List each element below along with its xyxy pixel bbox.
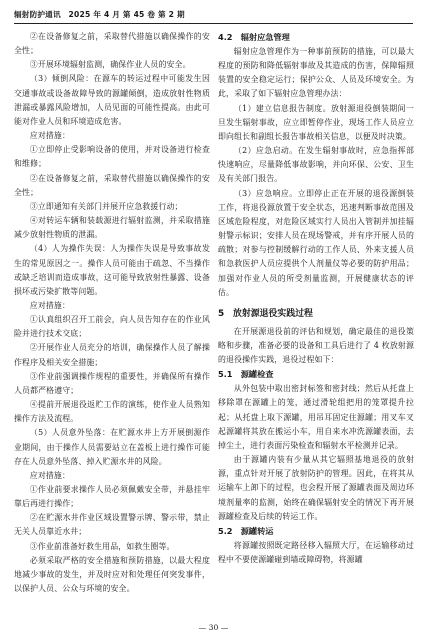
paragraph: ②开展作业人员充分的培训，确保操作人员了解操作程序及相关安全措施； — [14, 343, 210, 367]
paragraph: ③开展环境辐射监测，确保作业人员的安全。 — [29, 60, 191, 70]
paragraph: 从外包装中取出密封标签和密封线；然后从托盘上移除罩在源罐上的笼，通过滑轮组把用的笼罩提升拉起；从托盘上取下源罐，用吊耳固定住源罐；用叉车叉起源罐将其放在搬运小车，用自来水冲洗源罐表面，去掉尘土，进行表面污染检查和辐射水平检测并记录。 — [218, 384, 414, 450]
paragraph: 辐射应急管理作为一种事前预防的措施，可以最大程度的预防和降低辐射事故及其造成的伤害，保障辐照装置的安全稳定运行；保护公众、人员及环境安全。为此，采取了如下辐射应急管理办法： — [218, 47, 414, 99]
paragraph: 由于源罐内装有少量从其它辐照基地退役的放射源，重点针对开展了放射防护的管理。因此，在将其从运输车上卸下的过程，也会程开展了源罐表面及周边环境剂量率的监测，始终在确保辐射安全的情况下再开展源罐检查及后续的转运工作。 — [218, 455, 414, 521]
paragraph: ④对转运车辆和装载源进行辐射监测，并采取措施减少放射性物质的泄漏。 — [14, 216, 210, 240]
paragraph: 将源罐按照既定路径移入辐照大厅，在运输移动过程中不要使源罐碰到墙或障碍物，将源罐 — [218, 540, 414, 564]
paragraph: ③作业前强调操作规程的重要性，并确保所有操作人员都严格遵守； — [14, 371, 210, 395]
paragraph: 应对措施： — [29, 131, 71, 141]
paragraph: 应对措施： — [29, 300, 71, 310]
paragraph: （3）应急响应。立即停止正在开展的退役源倒装工作，将退役源放置于安全状态，迅速判断事故范围及区域危险程度，对危险区域实行人员出入管制并加挂辐射警示标识；安排人员在现场警戒，并有序开展人员的疏散；对参与控制缓解行动的工作人员、外来支援人员和急救医护人员应提供个人剂量仪等必要的防护用品；加强对作业人员的所受剂量监测，开展健康状态的评估。 — [218, 188, 414, 297]
paragraph: （2）应急启动。在发生辐射事故时，应急指挥部快速响应，尽量降低事故影响，并向环保、公安、卫生及有关部门报告。 — [218, 146, 414, 184]
paragraph: （5）人员意外坠落：在贮源水井上方开展倒源作业期间，由于操作人员需要站立在盖板上进行操作可能存在人员意外坠落、掉入贮源水井的风险。 — [14, 428, 210, 466]
paragraph: ③作业前准备好救生用品，如救生圈等。 — [29, 541, 175, 551]
section-heading-5-2: 5.2 源罐转运 — [218, 525, 274, 536]
paragraph: （1）建立信息报告制度。放射源退役倒装期间一旦发生辐射事故，应立即暂停作业，现场工作人员应立即向组长和副组长报告事故相关信息，以便及时决策。 — [218, 103, 414, 141]
paragraph: 必须采取严格的安全措施和预防措施，以最大程度地减少事故的发生，并及时应对和处理任何突发事件，以保护人员、公众与环境的安全。 — [14, 555, 210, 594]
paragraph: ①立即停止受影响设备的使用，并对设备进行检查和维修； — [14, 145, 210, 169]
paragraph: 在开展源退役前的评估和规划，确定最佳的退役策略和步骤，准备必要的设备和工具后进行了 4 枚放射源的退役操作实践，退役过程如下： — [218, 326, 414, 365]
paragraph: 应对措施： — [29, 470, 71, 480]
journal-header: 辐射防护通讯 2025 年 4 月 第 45 卷 第 2 期 — [14, 10, 185, 19]
paragraph: （4）人为操作失误：人为操作失误是导致事故发生的常见原因之一。操作人员可能由于疏忽、不当操作或缺乏培训而造成事故，这可能导致放射性暴露、设备损坏或污染扩散等问题。 — [14, 244, 210, 296]
section-heading-5-1: 5.1 源罐检查 — [218, 369, 274, 380]
header-rule — [14, 23, 413, 24]
paragraph: ②在设备修复之前，采取替代措施以确保操作的安全性； — [14, 173, 210, 197]
paragraph: ②在贮源水井作业区域设置警示牌、警示带，禁止无关人员靠近水井； — [14, 513, 210, 537]
right-column — [218, 30, 414, 608]
paragraph: ④提前开展退役返贮工作的演练，使作业人员熟知操作方法及流程。 — [14, 400, 210, 424]
paragraph: ①认真组织召开工前会，向人员告知存在的作业风险并进行技术交底； — [14, 315, 210, 339]
page-number: — 30 — — [198, 623, 229, 632]
paragraph: ③立即通知有关部门并展开应急救援行动； — [29, 201, 183, 211]
paragraph: （3）倾倒风险：在源车的转运过程中可能发生因交通事故或设备故障导致的源罐倾倒，造成放射性物质泄漏或暴露风险增加，人员见面的可能性提高。由此可能对作业人员和环境造成危害。 — [14, 74, 210, 126]
section-heading-5: 5 放射源退役实践过程 — [218, 308, 313, 319]
left-column — [14, 30, 210, 608]
paragraph: ①作业前要求操作人员必须佩戴安全带，并悬挂牢靠后再进行操作； — [14, 485, 210, 509]
section-heading-4-2: 4.2 辐射应急管理 — [218, 32, 290, 42]
paragraph: ②在设备修复之前，采取替代措施以确保操作的安全性； — [14, 32, 210, 56]
